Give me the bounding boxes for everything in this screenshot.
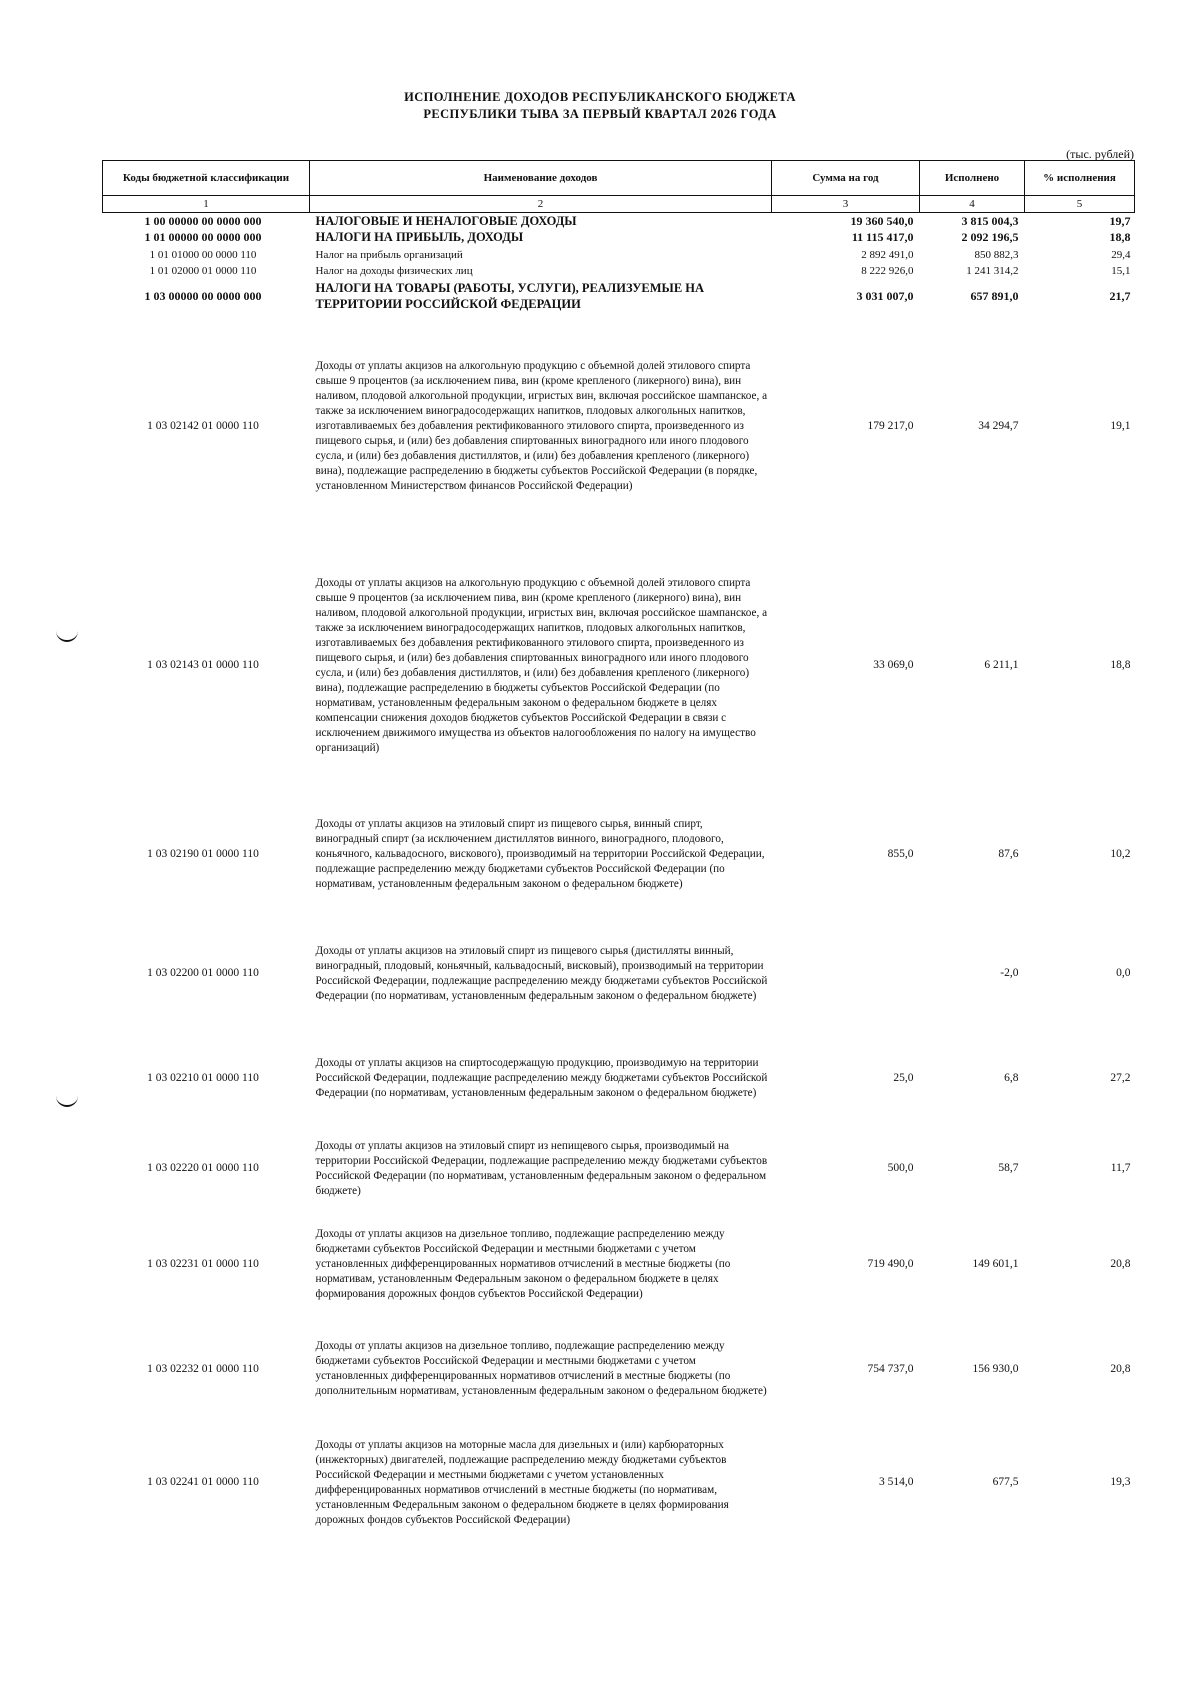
row-executed: 149 601,1	[972, 1258, 1019, 1270]
title-line-1: ИСПОЛНЕНИЕ ДОХОДОВ РЕСПУБЛИКАНСКОГО БЮДЖЕТА	[404, 90, 796, 104]
row-percent: 10,2	[1110, 848, 1131, 860]
table-row	[103, 279, 1135, 315]
row-percent: 19,3	[1110, 1476, 1131, 1488]
row-name: Доходы от уплаты акцизов на спиртосодержащую продукцию, производимую на территории Российской Федерации, подлежащие распределению между бюджетами субъектов Российской Федерации (по нормативам, установленным федеральным законом о федеральном бюджете)	[315, 1057, 768, 1099]
revenue-table	[102, 160, 1135, 1545]
row-percent: 19,1	[1110, 419, 1131, 432]
row-executed: 156 930,0	[972, 1362, 1019, 1375]
table-row	[103, 794, 1135, 916]
row-percent: 15,1	[1111, 264, 1131, 277]
row-executed: 677,5	[992, 1476, 1019, 1488]
row-code: 1 03 02142 01 0000 110	[147, 419, 259, 432]
row-percent: 19,7	[1109, 213, 1131, 228]
row-year-sum: 3 514,0	[879, 1476, 914, 1488]
punch-hole-mark	[56, 1095, 78, 1107]
header-number: 3	[772, 196, 920, 213]
row-executed: 2 092 196,5	[961, 230, 1019, 245]
row-name: НАЛОГИ НА ТОВАРЫ (РАБОТЫ, УСЛУГИ), РЕАЛИЗУЕМЫЕ НА ТЕРРИТОРИИ РОССИЙСКОЙ ФЕДЕРАЦИИ	[315, 281, 705, 311]
row-name: Доходы от уплаты акцизов на этиловый спирт из пищевого сырья, винный спирт, виноградный спирт (за исключением дистиллятов винного, виноградного, плодового, коньячного, кальвадосного, вискового), производимый на территории Российской Федерации, подлежащие распределению между бюджетами субъектов Российской Федерации (по нормативам, установленным федеральным законом о федеральном бюджете)	[315, 818, 765, 890]
row-percent: 18,8	[1110, 659, 1131, 671]
table-row	[103, 1126, 1135, 1212]
row-code: 1 01 00000 00 0000 000	[144, 230, 262, 245]
row-name: Доходы от уплаты акцизов на этиловый спирт из пищевого сырья (дистилляты винный, виноградный, плодовый, коньячный, кальвадосный, висковый), производимый на территории Российской Федерации, подлежащие распределению между бюджетами субъектов Российской Федерации (по нормативам, установленным федеральным законом о федеральном бюджете)	[315, 944, 768, 1002]
row-name: Доходы от уплаты акцизов на этиловый спирт из непищевого сырья, производимый на территории Российской Федерации, подлежащие распределению между бюджетами субъектов Российской Федерации (по нормативам, установленным федеральным законом о федеральном бюджете)	[315, 1139, 768, 1197]
row-year-sum: 754 737,0	[867, 1362, 914, 1375]
row-executed: 657 891,0	[970, 288, 1019, 303]
table-header	[103, 161, 1135, 213]
table-row	[103, 230, 1135, 247]
row-code: 1 03 02190 01 0000 110	[147, 848, 259, 860]
table-row	[103, 213, 1135, 230]
table-row	[103, 263, 1135, 279]
row-code: 1 01 02000 01 0000 110	[149, 264, 257, 277]
title-line-2: РЕСПУБЛИКИ ТЫВА ЗА ПЕРВЫЙ КВАРТАЛ 2026 ГОДА	[423, 107, 777, 121]
row-executed: -2,0	[1000, 967, 1019, 979]
row-executed: 34 294,7	[978, 419, 1019, 432]
table-row	[103, 247, 1135, 263]
table-row	[103, 1421, 1135, 1545]
row-executed: 58,7	[998, 1162, 1019, 1174]
row-percent: 11,7	[1110, 1162, 1131, 1174]
row-name: Доходы от уплаты акцизов на моторные масла для дизельных и (или) карбюраторных (инжекторных) двигателей, подлежащие распределению между бюджетами субъектов Российской Федерации и местными бюджетами с учетом установленных дифференцированных нормативов отчислений в местные бюджеты (по нормативам, установленным Федеральным законом о федеральном бюджете в целях формирования дорожных фондов субъектов Российской Федерации)	[315, 1438, 729, 1526]
row-percent: 0,0	[1116, 967, 1131, 979]
header-number: 1	[103, 196, 310, 213]
header-percent: % исполнения	[1025, 161, 1135, 196]
table-row	[103, 916, 1135, 1032]
row-name: НАЛОГИ НА ПРИБЫЛЬ, ДОХОДЫ	[315, 230, 524, 245]
row-code: 1 03 02231 01 0000 110	[147, 1258, 259, 1270]
table-row	[103, 1032, 1135, 1126]
row-year-sum: 19 360 540,0	[850, 213, 914, 228]
row-year-sum: 179 217,0	[867, 419, 914, 432]
row-code: 1 01 01000 00 0000 110	[149, 248, 257, 261]
document-title	[0, 89, 1200, 123]
row-year-sum: 11 115 417,0	[851, 230, 914, 245]
row-name: Налог на прибыль организаций	[315, 248, 463, 261]
header-codes: Коды бюджетной классификации	[103, 161, 310, 196]
row-executed: 6 211,1	[984, 659, 1019, 671]
table-row	[103, 1318, 1135, 1421]
table-row	[103, 538, 1135, 794]
row-year-sum: 719 490,0	[867, 1258, 914, 1270]
header-year-sum: Сумма на год	[772, 161, 920, 196]
row-percent: 21,7	[1109, 288, 1131, 303]
row-year-sum	[772, 916, 920, 1032]
row-percent: 27,2	[1110, 1072, 1131, 1084]
row-executed: 87,6	[998, 848, 1019, 860]
row-year-sum: 8 222 926,0	[861, 264, 914, 277]
row-code: 1 03 02241 01 0000 110	[147, 1476, 259, 1488]
row-code: 1 03 02143 01 0000 110	[147, 659, 259, 671]
row-code: 1 03 02210 01 0000 110	[147, 1072, 259, 1084]
row-year-sum: 855,0	[887, 848, 914, 860]
row-executed: 6,8	[1004, 1072, 1019, 1084]
table-row	[103, 1212, 1135, 1318]
row-year-sum: 500,0	[887, 1162, 914, 1174]
table-body	[103, 213, 1135, 1545]
row-percent: 20,8	[1110, 1258, 1131, 1270]
row-name: Доходы от уплаты акцизов на дизельное топливо, подлежащие распределению между бюджетами субъектов Российской Федерации и местными бюджетами с учетом установленных дифференцированных нормативов отчислений в местные бюджеты (по нормативам, установленным Федеральным законом о федеральном бюджете в целях формирования дорожных фондов субъектов Российской Федерации)	[315, 1228, 731, 1300]
row-name: Доходы от уплаты акцизов на алкогольную продукцию с объемной долей этилового спирта свыше 9 процентов (за исключением пива, вин (кроме крепленого (ликерного) вина), вин наливом, плодовой алкогольной продукции, игристых вин, включая российское шампанское, а также за исключением виноградосодержащих напитков, плодовых алкогольных напитков, изготавливаемых без добавления ректификованного этилового спирта, произведенного из пищевого сырья, и (или) без добавления спиртованных виноградного или иного плодового сусла, и (или) без добавления дистиллятов, и (или) без добавления крепленого (ликерного) вина), подлежащие распределению в бюджеты субъектов Российской Федерации (по нормативам, установленным федеральным законом о федеральном бюджете в целях компенсации снижения доходов бюджетов субъектов Российской Федерации в связи с исключением движимого имущества из объектов налогообложения по налогу на имущество организаций)	[315, 576, 768, 754]
row-name: Доходы от уплаты акцизов на дизельное топливо, подлежащие распределению между бюджетами субъектов Российской Федерации и местными бюджетами с учетом установленных дифференцированных нормативов отчислений в местные бюджеты (по дополнительным нормативам, установленным федеральным законом о федеральном бюджете)	[315, 1340, 767, 1397]
row-code: 1 03 02200 01 0000 110	[147, 967, 259, 979]
row-code: 1 03 02232 01 0000 110	[147, 1362, 259, 1375]
table-row	[103, 315, 1135, 538]
header-number: 2	[310, 196, 772, 213]
row-code: 1 03 02220 01 0000 110	[147, 1162, 259, 1174]
row-percent: 18,8	[1109, 230, 1131, 245]
punch-hole-mark	[56, 630, 78, 642]
units-label: (тыс. рублей)	[1066, 147, 1134, 161]
row-executed: 1 241 314,2	[966, 264, 1019, 277]
header-number: 4	[920, 196, 1025, 213]
header-number: 5	[1025, 196, 1135, 213]
row-year-sum: 3 031 007,0	[856, 288, 914, 303]
header-executed: Исполнено	[920, 161, 1025, 196]
row-code: 1 03 00000 00 0000 000	[144, 288, 262, 303]
row-code: 1 00 00000 00 0000 000	[144, 213, 262, 228]
row-executed: 3 815 004,3	[961, 213, 1019, 228]
row-name: НАЛОГОВЫЕ И НЕНАЛОГОВЫЕ ДОХОДЫ	[315, 213, 577, 228]
header-name: Наименование доходов	[310, 161, 772, 196]
row-year-sum: 33 069,0	[873, 659, 914, 671]
row-executed: 850 882,3	[974, 248, 1019, 261]
row-name: Налог на доходы физических лиц	[315, 264, 473, 277]
row-year-sum: 2 892 491,0	[861, 248, 914, 261]
row-year-sum: 25,0	[893, 1072, 914, 1084]
row-name: Доходы от уплаты акцизов на алкогольную продукцию с объемной долей этилового спирта свыше 9 процентов (за исключением пива, вин (кроме крепленого (ликерного) вина), вин наливом, плодовой алкогольной продукции, игристых вин, включая российское шампанское, а также за исключением виноградосодержащих напитков, плодовых алкогольных напитков, изготавливаемых без добавления ректификованного этилового спирта, произведенного из пищевого сырья, и (или) без добавления спиртованных виноградного или иного плодового сусла, и (или) без добавления дистиллятов, и (или) без добавления крепленого (ликерного) вина), подлежащие распределению в бюджеты субъектов Российской Федерации (в порядке, установленном Министерством финансов Российской Федерации)	[315, 359, 768, 492]
row-percent: 20,8	[1110, 1362, 1131, 1375]
row-percent: 29,4	[1111, 248, 1131, 261]
